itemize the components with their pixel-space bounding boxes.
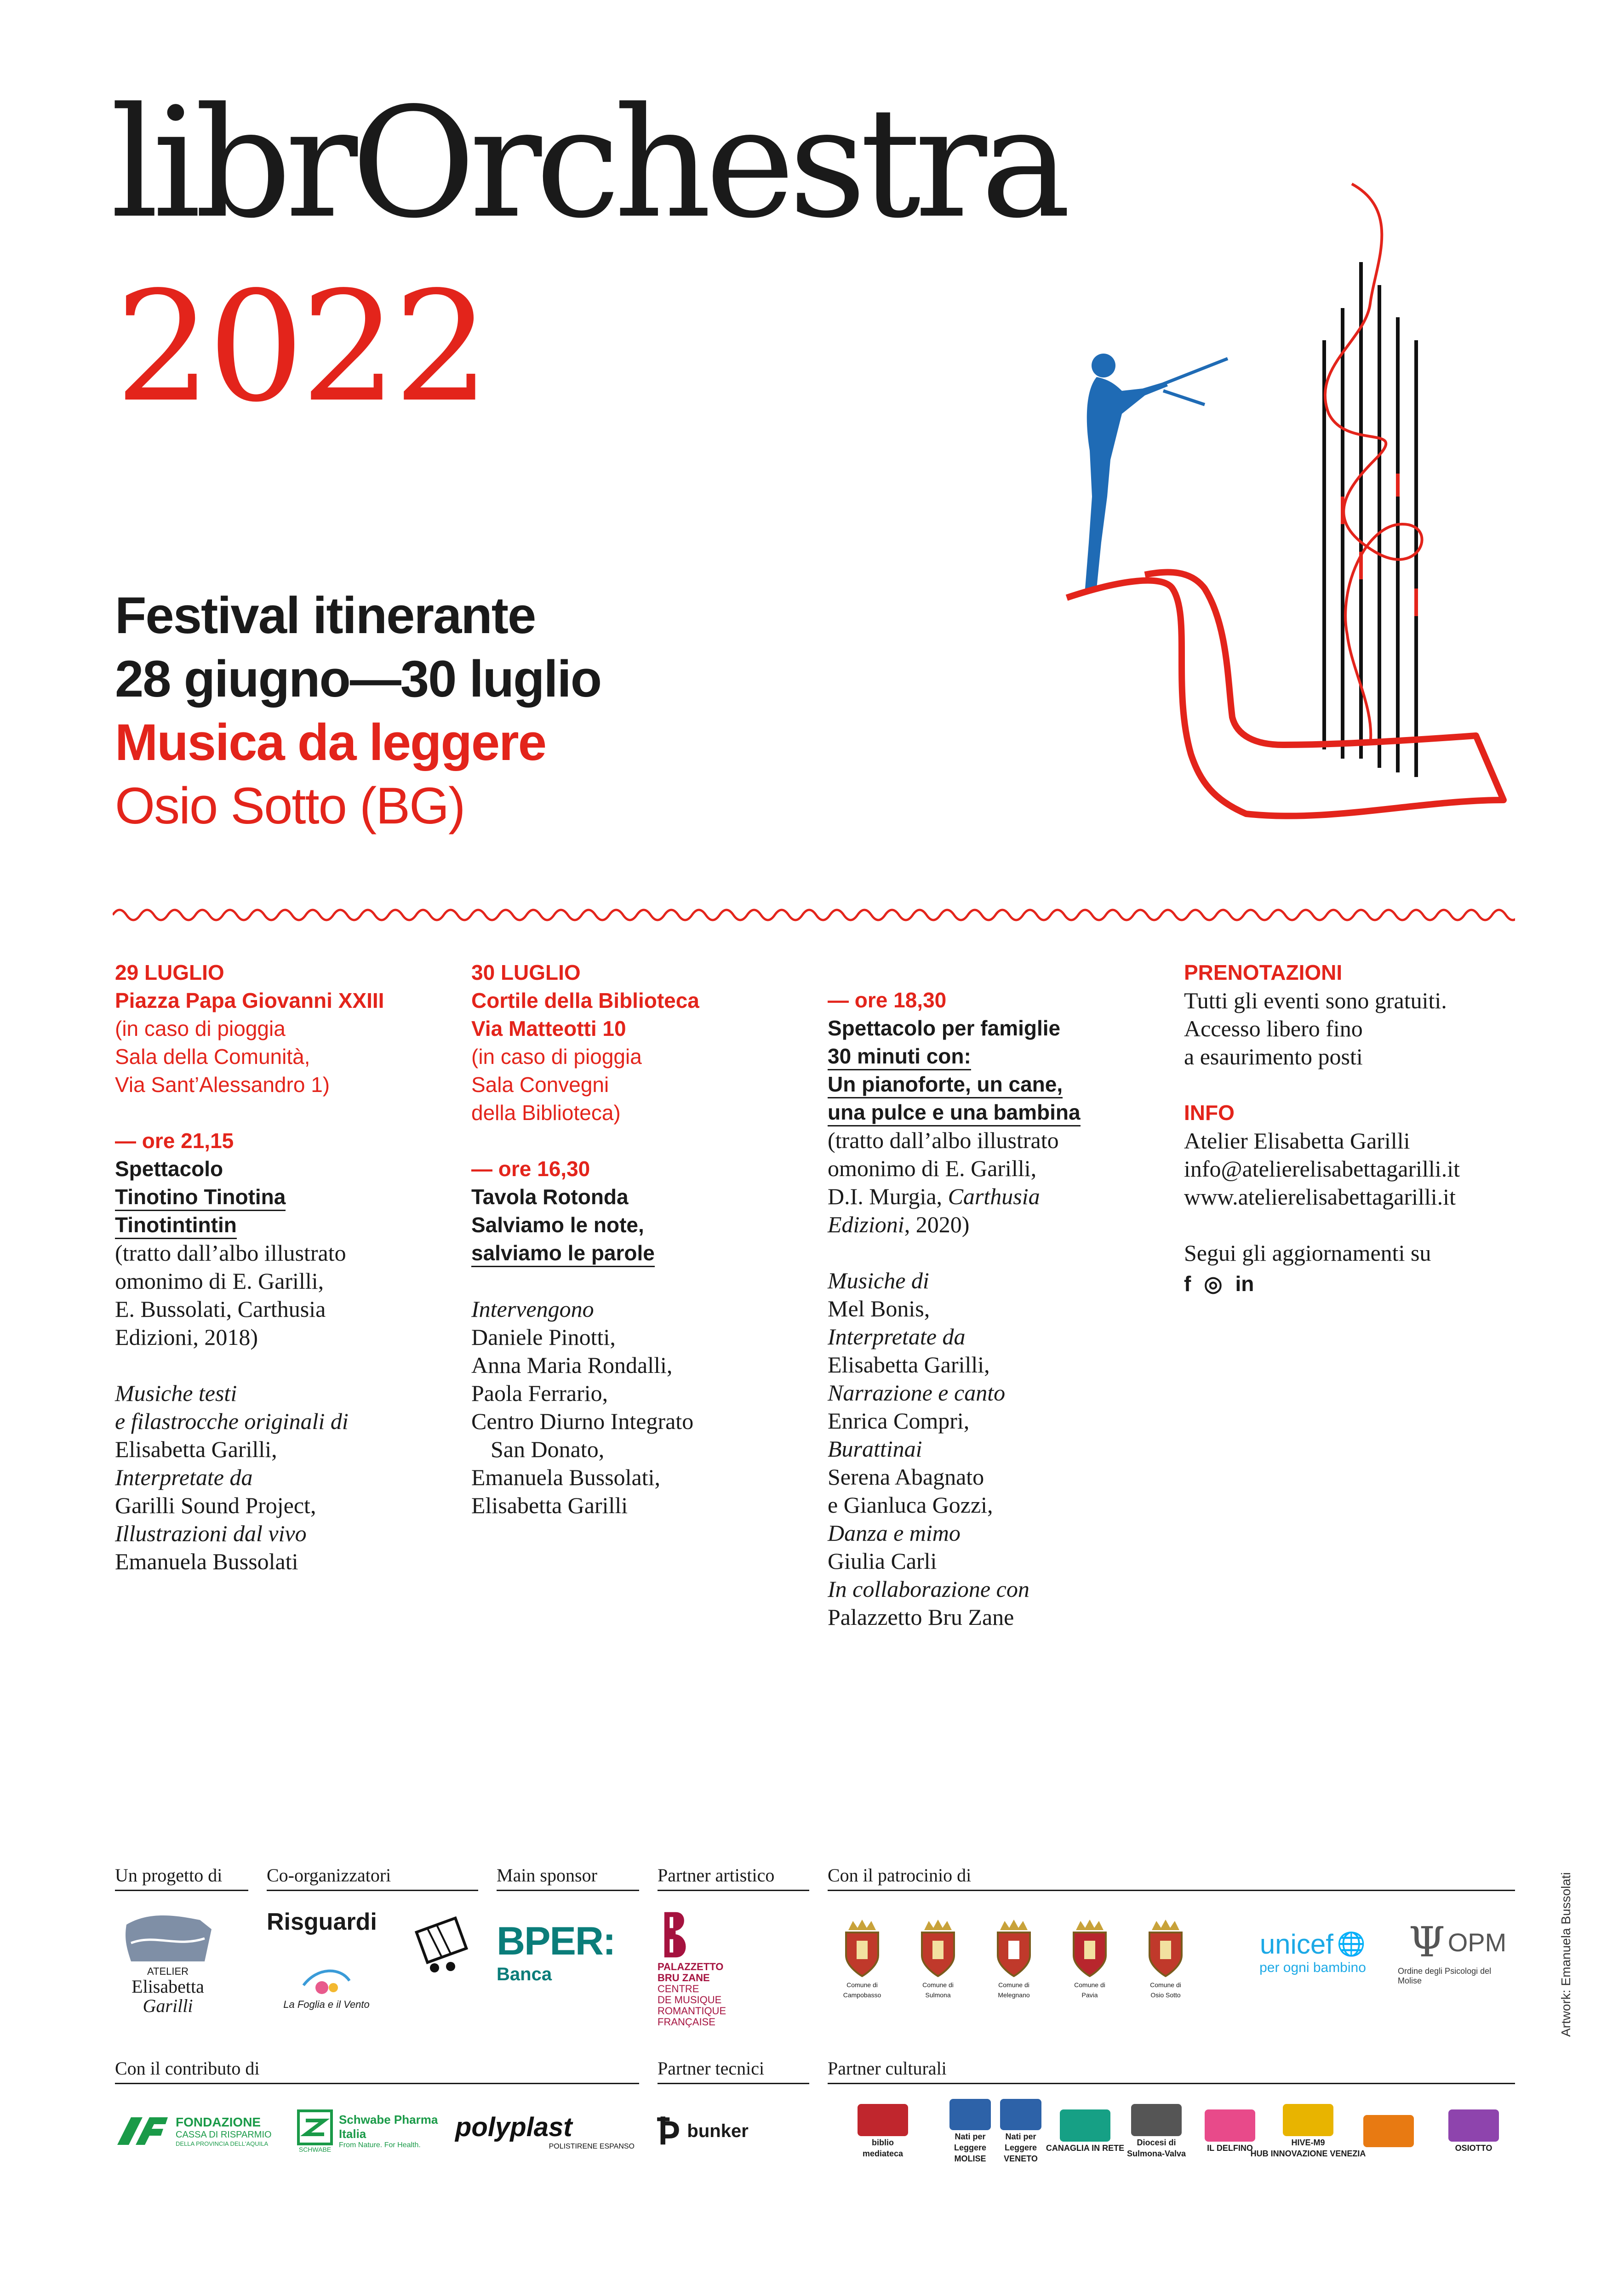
credit-line: Narrazione e canto [828, 1380, 1006, 1406]
partner-caption: MOLISE [954, 2154, 986, 2163]
crest-shield-icon [1067, 1919, 1113, 1978]
event-time: — ore 21,15 [115, 1129, 234, 1153]
desc-line: omonimo di E. Garilli, [115, 1268, 324, 1294]
partner-caption: OSIOTTO [1455, 2143, 1492, 2153]
crest-shield-icon [839, 1919, 885, 1978]
municipality-crest [828, 1913, 897, 2005]
partner-mark-icon [1283, 2104, 1333, 2136]
event-title: Spettacolo per famiglie [828, 1016, 1061, 1040]
conductor-figure [1085, 354, 1168, 589]
partner-caption: Leggere [1004, 2143, 1037, 2152]
crest-shield-icon [991, 1919, 1037, 1978]
organizer-name: Atelier Elisabetta Garilli [1184, 1128, 1410, 1154]
unicef-logo: unicef 🌐 per ogni bambino [1259, 1928, 1366, 1975]
municipality-crest [979, 1913, 1048, 2005]
speaker: Paola Ferrario, [471, 1380, 608, 1406]
opm-logo: Ψ OPM Ordine degli Psicologi del Molise [1398, 1918, 1507, 1985]
speaker: San Donato, [491, 1436, 605, 1462]
speaker: Emanuela Bussolati, [471, 1464, 661, 1490]
artwork-credit: Artwork: Emanuela Bussolati [1559, 1872, 1573, 2037]
partner-caption: Leggere [954, 2143, 987, 2152]
event-title: 30 minuti con: [828, 1043, 971, 1070]
partner-caption: Nati per [955, 2132, 986, 2141]
credit-line: Musiche testi [115, 1380, 237, 1406]
desc-line: Edizioni, 2018) [115, 1324, 258, 1350]
event-description [828, 1126, 1159, 1239]
festival-year: 2022 [115, 259, 486, 435]
credit-line: Enrica Compri, [828, 1408, 970, 1434]
schwabe-pharma-logo: SCHWABE Schwabe Pharma Italia From Nature. For Health. [297, 2103, 439, 2159]
rain-venue-line: della Biblioteca) [471, 1101, 621, 1125]
contact-email[interactable]: info@atelierelisabettagarilli.it [1184, 1156, 1460, 1182]
program-day-2 [471, 959, 793, 1520]
partner-caption: IL DELFINO [1207, 2143, 1253, 2153]
label-technical-partners: Partner tecnici [658, 2058, 765, 2079]
partner-caption: HUB INNOVAZIONE VENEZIA [1250, 2149, 1366, 2158]
credit-line: Giulia Carli [828, 1548, 937, 1574]
partner-caption: VENETO [1004, 2154, 1038, 2163]
cultural-partner-logo [828, 2099, 938, 2163]
cultural-partner-logo [1046, 2099, 1125, 2163]
event-description [115, 1239, 446, 1351]
instagram-icon[interactable]: ◎ [1204, 1272, 1223, 1296]
speaker: Elisabetta Garilli [471, 1492, 628, 1518]
label-patronage: Con il patrocinio di [828, 1865, 972, 1886]
psi-icon: Ψ [1408, 1918, 1445, 1966]
speakers-list [471, 1323, 793, 1520]
crest-shield-icon [915, 1919, 961, 1978]
label-artistic-partner: Partner artistico [658, 1865, 775, 1886]
municipality-crest [903, 1913, 972, 2005]
crest-city: Melegnano [998, 1991, 1030, 1999]
partner-caption: Sulmona-Valva [1127, 2149, 1186, 2158]
swirl-line [1325, 184, 1422, 745]
info-heading: INFO [1184, 1101, 1235, 1125]
crest-city: Campobasso [843, 1991, 881, 1999]
unicef-globe-icon: 🌐 [1337, 1931, 1366, 1957]
label-project: Un progetto di [115, 1865, 223, 1886]
cultural-partner-logo [947, 2099, 993, 2163]
booking-heading: PRENOTAZIONI [1184, 960, 1343, 984]
subheading-block [115, 584, 601, 838]
credit-line: Garilli Sound Project, [115, 1492, 316, 1518]
desc-line: (tratto dall’albo illustrato [115, 1240, 346, 1266]
festival-tagline: Musica da leggere [115, 714, 546, 771]
partner-caption: biblio [872, 2138, 894, 2147]
partner-mark-icon [1363, 2115, 1414, 2147]
crest-city: Sulmona [925, 1991, 951, 1999]
atelier-wave-icon [122, 1911, 214, 1966]
partner-caption: Nati per [1005, 2132, 1036, 2141]
foglia-icon [299, 1967, 354, 1999]
event-date: 30 LUGLIO [471, 960, 581, 984]
schwabe-icon [297, 2109, 333, 2146]
credit-line: Musiche di [828, 1268, 929, 1293]
rain-venue-line: Sala della Comunità, [115, 1045, 310, 1069]
credit-line: Elisabetta Garilli, [115, 1436, 277, 1462]
desc-line: (tratto dall’albo illustrato [828, 1127, 1059, 1153]
event-venue: Cortile della Biblioteca [471, 989, 699, 1012]
event-title: Un pianoforte, un cane, [828, 1071, 1063, 1098]
crest-shield-icon [1143, 1919, 1189, 1978]
municipality-crest [1055, 1913, 1124, 2005]
event-title: Tavola Rotonda [471, 1185, 629, 1209]
bunker-logo: Ꝥ bunker [658, 2109, 749, 2153]
cultural-partner-logo [998, 2099, 1044, 2163]
facebook-icon[interactable]: f [1184, 1272, 1191, 1296]
desc-line: Edizioni, 2020) [828, 1212, 970, 1237]
partner-caption: Diocesi di [1137, 2138, 1176, 2147]
credit-line: e Gianluca Gozzi, [828, 1492, 993, 1518]
label-coorganizers: Co-organizzatori [267, 1865, 391, 1886]
speaker: Daniele Pinotti, [471, 1324, 616, 1350]
credit-line: Mel Bonis, [828, 1296, 930, 1321]
rain-venue-line: Via Sant’Alessandro 1) [115, 1073, 330, 1097]
event-credits [115, 1379, 446, 1576]
social-links [1184, 1270, 1533, 1298]
credit-line: Serena Abagnato [828, 1464, 984, 1490]
partner-mark-icon [1000, 2099, 1041, 2130]
fondazione-icon [115, 2115, 170, 2147]
bru-zane-icon [658, 1908, 694, 1961]
program-day-2-family [828, 986, 1159, 1631]
speaker: Centro Diurno Integrato [471, 1408, 694, 1434]
event-venue-address: Via Matteotti 10 [471, 1017, 626, 1040]
partner-caption: HIVE-M9 [1291, 2138, 1325, 2147]
label-main-sponsor: Main sponsor [497, 1865, 597, 1886]
event-title: Tinotintintin [115, 1212, 237, 1239]
cultural-partner-logo [1435, 2099, 1513, 2163]
accordion-logo [409, 1913, 474, 1977]
rain-venue-line: Sala Convegni [471, 1073, 609, 1097]
speaker: Anna Maria Rondalli, [471, 1352, 673, 1378]
festival-type: Festival itinerante [115, 587, 536, 644]
bper-banca-logo: BPER: Banca [497, 1919, 615, 1984]
label-contribution: Con il contributo di [115, 2058, 260, 2079]
event-time: — ore 16,30 [471, 1157, 590, 1181]
credit-line: Emanuela Bussolati [115, 1549, 298, 1574]
credit-line: Interpretate da [115, 1464, 253, 1490]
rain-venue-line: (in caso di pioggia [115, 1017, 286, 1040]
event-credits [828, 1267, 1159, 1631]
label-cultural-partners: Partner culturali [828, 2058, 947, 2079]
cultural-partner-logo [1250, 2099, 1366, 2163]
bunker-monogram-icon: Ꝥ [658, 2109, 680, 2153]
crest-caption: Comune di [846, 1981, 878, 1989]
credit-line: Danza e mimo [828, 1520, 961, 1546]
festival-title: librOrchestra [110, 75, 1065, 251]
event-date: 29 LUGLIO [115, 960, 224, 984]
book-shape [1067, 572, 1504, 816]
palazzetto-bru-zane-logo: PALAZZETTO BRU ZANE CENTRE DE MUSIQUE ROMANTIQUE FRANÇAISE [658, 1908, 749, 2028]
fondazione-carispaq-logo: FONDAZIONE CASSA DI RISPARMIO DELLA PROVINCIA DELL'AQUILA [115, 2106, 285, 2156]
event-time: — ore 18,30 [828, 988, 947, 1012]
credit-line: In collaborazione con [828, 1576, 1029, 1602]
accordion-icon [414, 1915, 469, 1975]
municipality-crest [1131, 1913, 1200, 2005]
event-venue: Piazza Papa Giovanni XXIII [115, 989, 384, 1012]
conductor-illustration [1053, 175, 1559, 855]
crest-city: Osio Sotto [1150, 1991, 1181, 1999]
website-link[interactable]: www.atelierelisabettagarilli.it [1184, 1184, 1456, 1210]
crest-caption: Comune di [1074, 1981, 1105, 1989]
desc-line: D.I. Murgia, Carthusia [828, 1183, 1040, 1209]
crest-caption: Comune di [922, 1981, 954, 1989]
festival-location: Osio Sotto (BG) [115, 777, 465, 834]
credit-line: Illustrazioni dal vivo [115, 1520, 307, 1546]
string-lines [1324, 262, 1416, 777]
follow-text: Segui gli aggiornamenti su [1184, 1240, 1431, 1266]
event-title: Salviamo le note, [471, 1213, 644, 1237]
credit-line: Interpretate da [828, 1324, 966, 1349]
info-column [1184, 959, 1533, 1298]
atelier-garilli-logo: ATELIER Elisabetta Garilli [115, 1908, 221, 2018]
rain-venue-line: (in caso di pioggia [471, 1045, 642, 1069]
event-title: Tinotino Tinotina [115, 1184, 286, 1211]
partner-mark-icon [949, 2099, 991, 2130]
crest-caption: Comune di [998, 1981, 1029, 1989]
wave-divider [113, 901, 1515, 929]
credit-line: Burattinai [828, 1436, 922, 1462]
partner-mark-icon [858, 2104, 908, 2136]
partner-caption: mediateca [862, 2149, 903, 2158]
credit-line: Elisabetta Garilli, [828, 1352, 990, 1377]
crest-caption: Comune di [1150, 1981, 1181, 1989]
info-text [1184, 1127, 1533, 1211]
crest-city: Pavia [1081, 1991, 1098, 1999]
cultural-partner-logo [1127, 2099, 1186, 2163]
cultural-partner-logo [1354, 2099, 1423, 2163]
festival-dates: 28 giugno—30 luglio [115, 650, 601, 708]
event-title: salviamo le parole [471, 1240, 655, 1267]
credit-line: e filastrocche originali di [115, 1408, 349, 1434]
program-day-1 [115, 959, 446, 1576]
credit-line: Palazzetto Bru Zane [828, 1604, 1014, 1630]
partner-mark-icon [1205, 2109, 1255, 2142]
foglia-vento-logo: La Foglia e il Vento [267, 1963, 386, 2014]
linkedin-icon[interactable]: in [1235, 1272, 1254, 1296]
desc-line: E. Bussolati, Carthusia [115, 1296, 326, 1322]
booking-text: Tutti gli eventi sono gratuiti. Accesso libero fino a esaurimento posti [1184, 988, 1447, 1069]
polyplast-logo: polyplast POLISTIRENE ESPANSO [455, 2112, 635, 2150]
event-title: una pulce e una bambina [828, 1099, 1081, 1126]
partner-mark-icon [1448, 2109, 1499, 2142]
partner-caption: CANAGLIA IN RETE [1046, 2143, 1125, 2153]
speakers-intro: Intervengono [471, 1296, 594, 1322]
partner-mark-icon [1131, 2104, 1182, 2136]
desc-line: omonimo di E. Garilli, [828, 1155, 1037, 1181]
event-title: Spettacolo [115, 1157, 223, 1181]
partner-mark-icon [1060, 2109, 1110, 2142]
risguardi-logo: Risguardi [267, 1909, 377, 1935]
